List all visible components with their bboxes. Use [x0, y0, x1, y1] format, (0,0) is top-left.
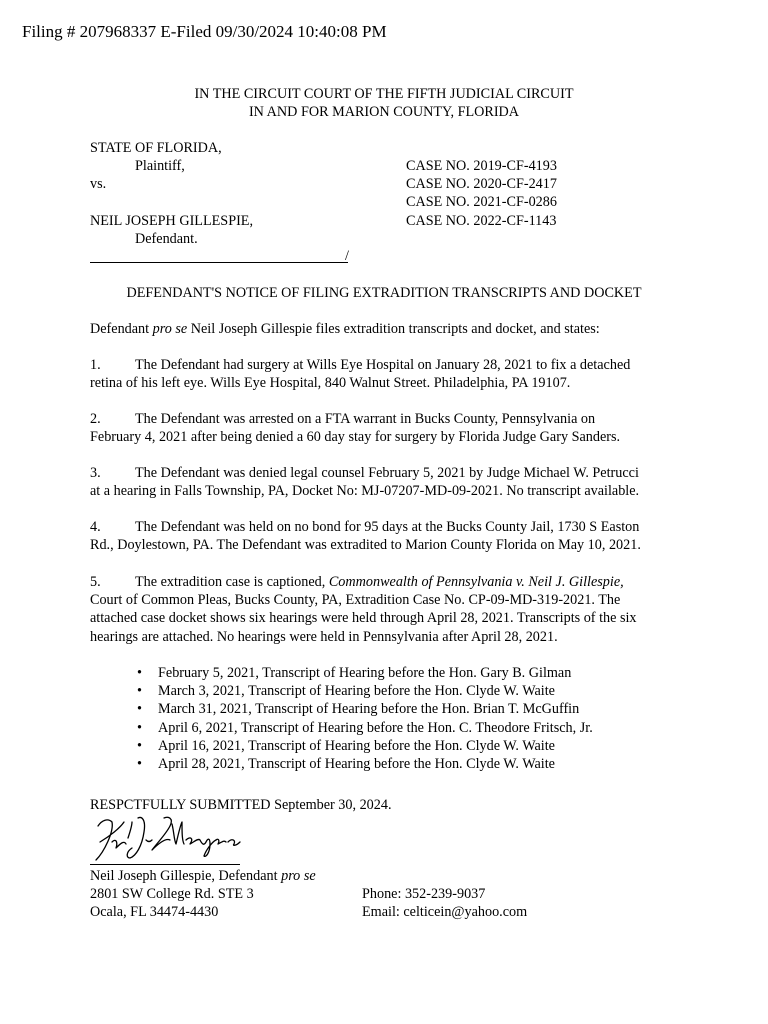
signature-line: [90, 864, 240, 865]
contact-block: [362, 885, 527, 921]
paragraph-number: 4.: [90, 519, 101, 535]
paragraph-text: The Defendant was denied legal counsel February 5, 2021 by Judge Michael W. Petrucci: [135, 465, 639, 481]
intro-text-after: Neil Joseph Gillespie files extradition transcripts and docket, and states:: [187, 321, 600, 337]
hearing-text: March 3, 2021, Transcript of Hearing before the Hon. Clyde W. Waite: [158, 683, 555, 700]
paragraph-text: The Defendant had surgery at Wills Eye Hospital on January 28, 2021 to fix a detached: [135, 357, 631, 373]
hearing-text: April 16, 2021, Transcript of Hearing before the Hon. Clyde W. Waite: [158, 737, 555, 754]
bullet-icon: •: [137, 719, 142, 736]
paragraph-2: [90, 410, 690, 446]
bullet-icon: •: [137, 737, 142, 754]
paragraph-1: [90, 356, 690, 392]
bullet-icon: •: [137, 756, 142, 773]
paragraph-text: at a hearing in Falls Township, PA, Docket No: MJ-07207-MD-09-2021. No transcript available.: [90, 483, 640, 500]
list-item: [137, 719, 593, 737]
paragraph-number: 1.: [90, 357, 101, 373]
sender-block: [90, 867, 316, 922]
case-number: CASE NO. 2022-CF-1143: [406, 212, 557, 229]
list-item: [137, 664, 593, 682]
list-item: [137, 737, 593, 755]
paragraph-3: [90, 464, 690, 500]
case-number: CASE NO. 2020-CF-2417: [406, 176, 557, 193]
sender-phone: Phone: 352-239-9037: [362, 886, 486, 902]
intro-pro-se: pro se: [152, 321, 188, 337]
party-block: [90, 139, 253, 248]
case-number: CASE NO. 2019-CF-4193: [406, 158, 557, 174]
handwritten-signature: [90, 812, 250, 868]
sender-name: Neil Joseph Gillespie, Defendant: [90, 868, 282, 884]
caption-slash: /: [345, 248, 349, 264]
case-number-list: [406, 157, 557, 230]
plaintiff-name: STATE OF FLORIDA,: [90, 140, 222, 156]
hearing-text: April 28, 2021, Transcript of Hearing before the Hon. Clyde W. Waite: [158, 756, 555, 773]
paragraph-text: retina of his left eye. Wills Eye Hospital, 840 Walnut Street. Philadelphia, PA 19107.: [90, 375, 571, 392]
list-item: [137, 755, 593, 773]
paragraph-text: The Defendant was arrested on a FTA warrant in Bucks County, Pennsylvania on: [135, 411, 596, 427]
sender-address-line-1: 2801 SW College Rd. STE 3: [90, 886, 254, 903]
hearing-text: April 6, 2021, Transcript of Hearing before the Hon. C. Theodore Fritsch, Jr.: [158, 719, 593, 736]
sender-pro-se: pro se: [281, 868, 316, 884]
defendant-name: NEIL JOSEPH GILLESPIE,: [90, 212, 254, 229]
hearing-list: [137, 664, 593, 773]
bullet-icon: •: [137, 665, 142, 681]
intro-text-before: Defendant: [90, 321, 153, 337]
versus: vs.: [90, 176, 107, 193]
filing-header: Filing # 207968337 E-Filed 09/30/2024 10:40:08 PM: [22, 22, 387, 41]
paragraph-text: hearings are attached. No hearings were held in Pennsylvania after April 28, 2021.: [90, 628, 558, 645]
court-line-2: IN AND FOR MARION COUNTY, FLORIDA: [248, 104, 520, 121]
paragraph-text: The Defendant was held on no bond for 95 days at the Bucks County Jail, 1730 S Easton: [135, 519, 640, 535]
party-spacer: [90, 194, 253, 212]
paragraph-text: February 4, 2021 after being denied a 60 day stay for surgery by Florida Judge Gary Sanders.: [90, 429, 621, 446]
caption-rule: [90, 262, 348, 263]
case-caption-italic: Commonwealth of Pennsylvania v. Neil J. Gillespie,: [328, 574, 624, 590]
paragraph-4: [90, 518, 690, 554]
document-title: DEFENDANT'S NOTICE OF FILING EXTRADITION TRANSCRIPTS AND DOCKET: [126, 285, 642, 301]
submitted-caps: RESPCTFULLY SUBMITTED: [90, 797, 271, 813]
case-number: CASE NO. 2021-CF-0286: [406, 194, 557, 211]
paragraph-text: Court of Common Pleas, Bucks County, PA, Extradition Case No. CP-09-MD-319-2021. The: [90, 592, 621, 609]
court-line-1: IN THE CIRCUIT COURT OF THE FIFTH JUDICIAL CIRCUIT: [194, 86, 574, 102]
paragraph-5: [90, 573, 690, 646]
paragraph-text: The extradition case is captioned,: [135, 574, 329, 590]
paragraph-number: 3.: [90, 465, 101, 481]
sender-address-line-2: Ocala, FL 34474-4430: [90, 904, 219, 921]
hearing-text: February 5, 2021, Transcript of Hearing before the Hon. Gary B. Gilman: [158, 665, 572, 681]
paragraph-number: 5.: [90, 574, 101, 590]
list-item: [137, 682, 593, 700]
sender-email: Email: celticein@yahoo.com: [362, 904, 528, 921]
hearing-text: March 31, 2021, Transcript of Hearing before the Hon. Brian T. McGuffin: [158, 701, 580, 718]
paragraph-text: Rd., Doylestown, PA. The Defendant was extradited to Marion County Florida on May 10, 2021.: [90, 537, 641, 554]
bullet-icon: •: [137, 701, 142, 718]
defendant-role: Defendant.: [135, 231, 198, 247]
court-caption: [0, 85, 768, 121]
bullet-icon: •: [137, 683, 142, 700]
plaintiff-role: Plaintiff,: [135, 158, 185, 175]
paragraph-number: 2.: [90, 411, 101, 427]
list-item: [137, 700, 593, 718]
submitted-date: September 30, 2024.: [270, 797, 392, 813]
paragraph-text: attached case docket shows six hearings were held through April 28, 2021. Transcripts of the six: [90, 610, 637, 627]
intro-paragraph: [90, 320, 690, 338]
